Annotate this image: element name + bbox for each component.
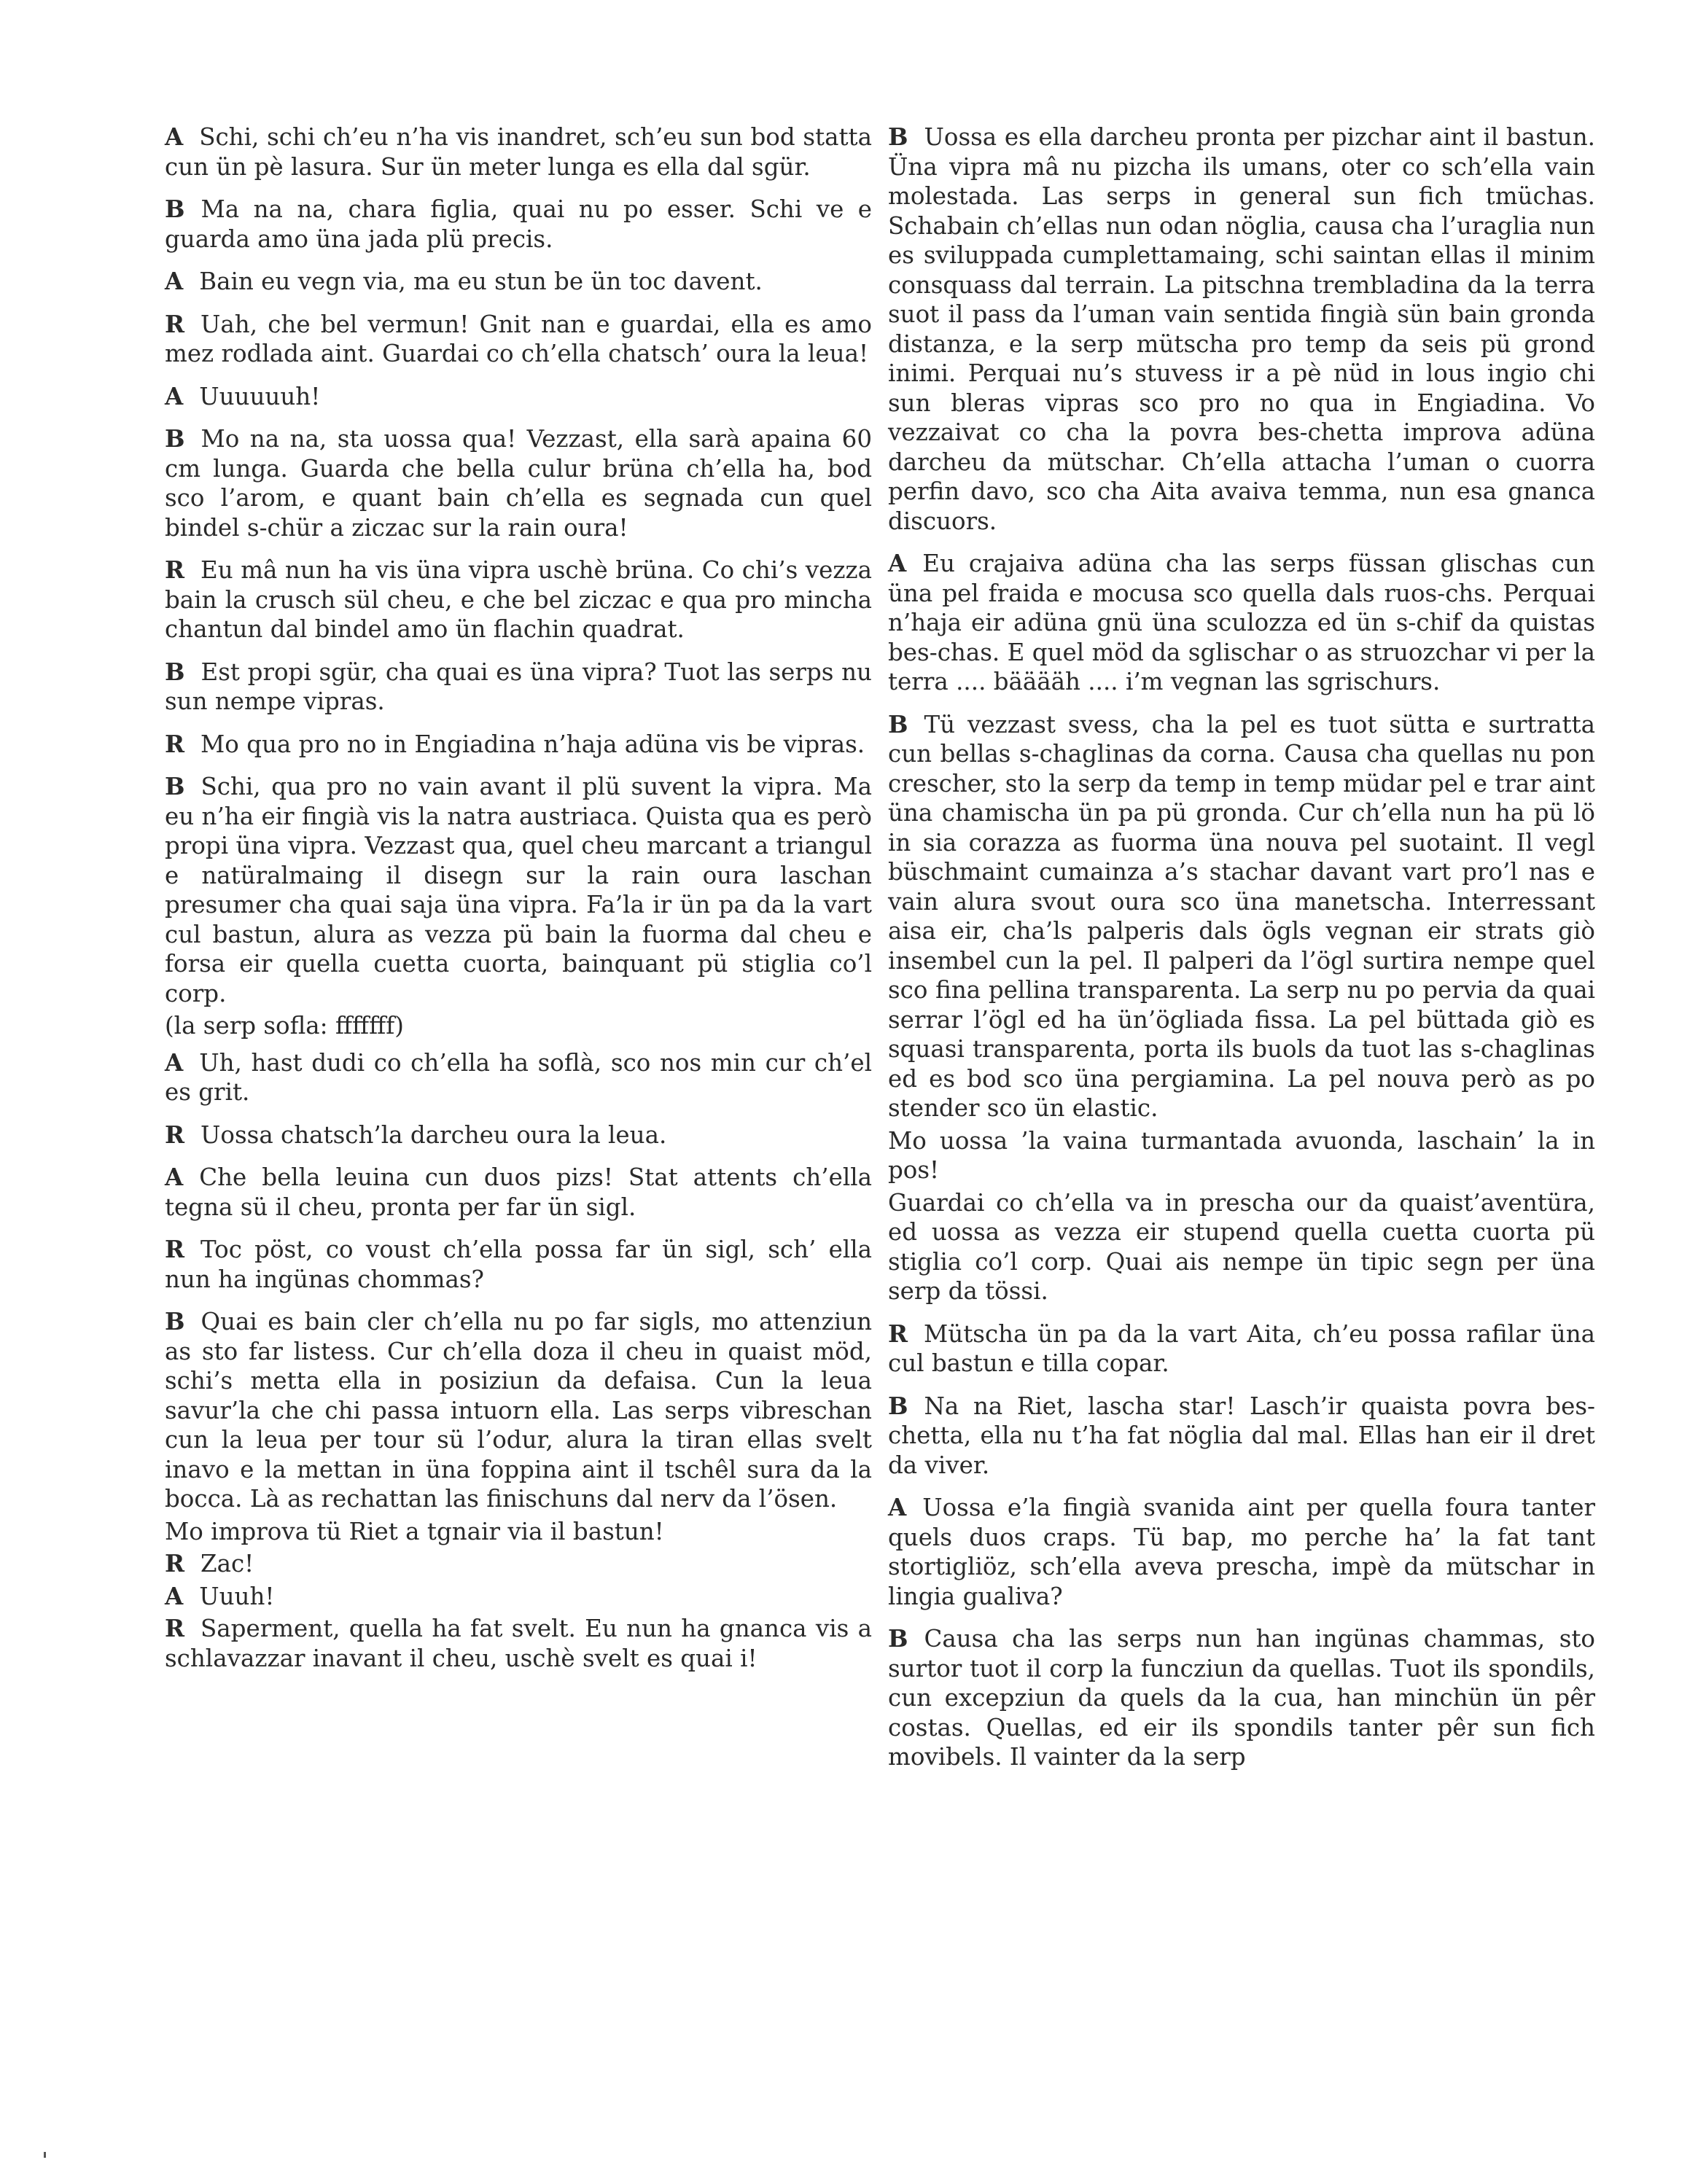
dialogue-line: [165, 1120, 872, 1150]
dialogue-line: [888, 1624, 1595, 1772]
speaker-label: B: [165, 772, 185, 800]
dialogue-line: [165, 1549, 872, 1579]
dialogue-text: Mütscha ün pa da la vart Aita, ch’eu possa rafilar üna cul bastun e tilla copar.: [888, 1319, 1595, 1377]
dialogue-line: [165, 1582, 872, 1612]
dialogue-line: [165, 1235, 872, 1294]
dialogue-text: Est propi sgür, cha quai es üna vipra? Tuot las serps nu sun nempe vipras.: [165, 658, 872, 715]
dialogue-text: Saperment, quella ha fat svelt. Eu nun ha gnanca vis a schlavazzar inavant il cheu, uschè svelt es quai i!: [165, 1615, 872, 1672]
speaker-label: A: [165, 122, 184, 151]
speaker-label: R: [165, 309, 185, 338]
dialogue-text: Toc pöst, co voust ch’ella possa far ün sigl, sch’ ella nun ha ingünas chommas?: [165, 1236, 872, 1293]
dialogue-line: [165, 267, 872, 297]
speaker-label: A: [165, 381, 184, 410]
dialogue-text: Uuuh!: [199, 1582, 275, 1610]
dialogue-line: [165, 555, 872, 644]
speaker-label: B: [165, 195, 185, 223]
dialogue-text: Uh, hast dudi co ch’ella ha soflà, sco nos min cur ch’el es grit.: [165, 1048, 872, 1106]
dialogue-text: Uossa es ella darcheu pronta per pizchar aint il bastun. Üna vipra mâ nu pizcha ils umans, oter co sch’ella vain molestada. Las serps in general sun fich tmüchas. Schabain ch’ellas nun odan nöglia, causa cha l’uraglia nun es sviluppada cumplettamaing, schi saintan ellas il minim consquass dal terrain. La pitschna trembladina da la terra suot il pass da l’uman vain sentida fingià sün bain gronda distanza, e la serp mütscha pro temp da seis pü grond inimi. Perquai nu’s stuvess ir a pè nüd in lous ingio chi sun bleras vipras sco pro no qua in Engiadina. Vo vezzaivat co cha la povra bes-chetta improva adüna darcheu da mütschar. Ch’ella attacha l’uman o cuorra perfin davo, sco cha Aita avaiva temma, nun esa gnanca discuors.: [888, 123, 1595, 535]
dialogue-text: Che bella leuina cun duos pizs! Stat attents ch’ella tegna sü il cheu, pronta per far ün sigl.: [165, 1163, 872, 1221]
speaker-label: B: [888, 122, 908, 151]
dialogue-line: [165, 382, 872, 412]
dialogue-line: [888, 1493, 1595, 1611]
speaker-label: R: [165, 555, 185, 584]
speaker-label: A: [888, 1493, 907, 1521]
dialogue-line: [165, 1163, 872, 1222]
dialogue-text: Mo na na, sta uossa qua! Vezzast, ella sarà apaina 60 cm lunga. Guarda che bella culur brüna ch’ella ha, bod sco l’arom, e quant bain ch’ella es segnada cun quel bindel s-chür a ziczac sur la rain oura!: [165, 425, 872, 542]
dialogue-text: Uuuuuuh!: [199, 382, 321, 410]
speaker-label: A: [165, 1048, 184, 1077]
dialogue-continuation: [165, 1517, 872, 1547]
dialogue-text: Tü vezzast svess, cha la pel es tuot sütta e surtratta cun bellas s-chaglinas da corna. Causa cha quellas nu pon crescher, sto la serp da temp in temp müdar pel e trar aint üna chamischa ün pa pü gronda. Cur ch’ella nun ha pü lö in sia corazza as fuorma üna nouva pel suotaint. Il vegl büschmaint cumainza a’s stachar davant vart pro’l nas e vain alura svout oura sco üna manetscha. Interressant aisa eir, cha’ls palperis dals ögls vegnan eir strats giò insembel cun la pel. Il palperi da l’ögl surtira nempe quel sco fina pellina transparenta. La serp nu po pervia da quai serrar l’ögl ed ha ün’ögliada fissa. La pel büttada giò es squasi transparenta, porta ils buols da tuot las s-chaglinas ed es bod sco üna pergiamina. La pel nouva però as po stender sco ün elastic.: [888, 710, 1595, 1122]
dialogue-line: [165, 1307, 872, 1514]
speaker-label: A: [165, 1581, 184, 1610]
speaker-label: B: [165, 1307, 185, 1335]
dialogue-line: [165, 424, 872, 542]
dialogue-text: Uossa chatsch’la darcheu oura la leua.: [200, 1120, 667, 1149]
dialogue-text: Quai es bain cler ch’ella nu po far sigls, mo attenziun as sto far listess. Cur ch’ella doza il cheu in quaist möd, schi’s metta ella in posiziun da defaisa. Cun la leua savur’la che chi passa intuorn ella. Las serps vibreschan cun la leua per tour sü l’odur, alura la tiran ellas svelt inavo e la mettan in üna foppina aint il tschêl sura da la bocca. Là as rechattan las finischuns dal nerv da l’ösen.: [165, 1308, 872, 1513]
dialogue-line: [888, 710, 1595, 1123]
speaker-label: B: [888, 1624, 908, 1653]
dialogue-line: [888, 122, 1595, 536]
dialogue-line: [165, 658, 872, 717]
stage-direction: [165, 1011, 872, 1041]
dialogue-line: [888, 549, 1595, 697]
dialogue-text: Schi, schi ch’eu n’ha vis inandret, sch’eu sun bod statta cun ün pè lasura. Sur ün meter lunga es ella dal sgür.: [165, 123, 872, 181]
speaker-label: R: [165, 729, 185, 758]
speaker-label: R: [165, 1549, 185, 1577]
dialogue-text: Mo improva tü Riet a tgnair via il bastun!: [165, 1517, 664, 1545]
stage-direction-text: (la serp sofla: fffffff): [165, 1012, 404, 1040]
speaker-label: R: [165, 1120, 185, 1149]
dialogue-text: Schi, qua pro no vain avant il plü suvent la vipra. Ma eu n’ha eir fingià vis la natra austriaca. Quista qua es però propi üna vipra. Vezzast qua, quel cheu marcant a triangul e natüralmaing il disegn sur la rain oura laschan presumer cha quai saja üna vipra. Fa’la ir ün pa da la vart cul bastun, alura as vezza pü bain la fuorma dal cheu e forsa eir quella cuetta cuorta, bainquant pü stiglia co’l corp.: [165, 773, 872, 1007]
left-column: [165, 122, 872, 1686]
dialogue-line: [165, 310, 872, 369]
dialogue-text: Eu crajaiva adüna cha las serps füssan glischas cun üna pel fraida e mocusa sco quella dals ruos-chs. Perquai n’haja eir adüna gnü üna sculozza ed ün s-chif da quistas bes-chas. E quel möd da sglischar o as struozchar vi per la terra .... bääääh .... i’m vegnan las sgrischurs.: [888, 550, 1595, 695]
dialogue-text: Zac!: [200, 1550, 254, 1577]
speaker-label: A: [888, 549, 907, 577]
dialogue-text: Ma na na, chara figlia, quai nu po esser. Schi ve e guarda amo üna jada plü precis.: [165, 195, 872, 253]
speaker-label: R: [165, 1614, 185, 1642]
dialogue-text: Guardai co ch’ella va in prescha our da quaist’aventüra, ed uossa as vezza eir stupend quella cuetta cuorta pü stiglia co’l corp. Quai ais nempe ün tipic segn per üna serp da tössi.: [888, 1188, 1595, 1305]
dialogue-text: Mo qua pro no in Engiadina n’haja adüna vis be vipras.: [200, 730, 865, 758]
dialogue-line: [165, 772, 872, 1008]
speaker-label: R: [165, 1235, 185, 1263]
speaker-label: B: [165, 657, 185, 686]
dialogue-line: [165, 730, 872, 760]
dialogue-line: [165, 122, 872, 182]
speaker-label: A: [165, 267, 184, 295]
speaker-label: B: [888, 709, 908, 738]
speaker-label: R: [888, 1319, 908, 1348]
dialogue-continuation: [888, 1188, 1595, 1306]
dialogue-line: [888, 1392, 1595, 1481]
dialogue-line: [165, 1048, 872, 1107]
scan-speck: [44, 2152, 46, 2158]
dialogue-line: [165, 1614, 872, 1673]
dialogue-text: Bain eu vegn via, ma eu stun be ün toc davent.: [199, 268, 763, 295]
dialogue-text: Eu mâ nun ha vis üna vipra uschè brüna. Co chi’s vezza bain la crusch sül cheu, e che bel ziczac e qua pro mincha chantun dal bindel amo ün flachin quadrat.: [165, 556, 872, 643]
dialogue-text: Uossa e’la fingià svanida aint per quella foura tanter quels duos craps. Tü bap, mo perche ha’ la fat tant stortigliöz, sch’ella aveva prescha, impè da mütschar in lingia gualiva?: [888, 1494, 1595, 1610]
right-column: [888, 122, 1595, 1785]
speaker-label: B: [165, 424, 185, 453]
dialogue-line: [888, 1319, 1595, 1378]
dialogue-text: Causa cha las serps nun han ingünas chammas, sto surtor tuot il corp la funcziun da quellas. Tuot ils spondils, cun excepziun da quels da la cua, han minchün ün pêr costas. Quellas, ed eir ils spondils tanter pêr sun fich movibels. Il vainter da la serp: [888, 1625, 1595, 1771]
dialogue-text: Na na Riet, lascha star! Lasch’ir quaista povra bes-chetta, ella nu t’ha fat nöglia dal mal. Ellas han eir il dret da viver.: [888, 1392, 1595, 1479]
dialogue-continuation: [888, 1126, 1595, 1185]
dialogue-text: Mo uossa ’la vaina turmantada avuonda, laschain’ la in pos!: [888, 1126, 1595, 1184]
speaker-label: A: [165, 1163, 184, 1191]
dialogue-text: Uah, che bel vermun! Gnit nan e guardai, ella es amo mez rodlada aint. Guardai co ch’ella chatsch’ oura la leua!: [165, 310, 872, 367]
dialogue-line: [165, 195, 872, 254]
speaker-label: B: [888, 1391, 908, 1420]
